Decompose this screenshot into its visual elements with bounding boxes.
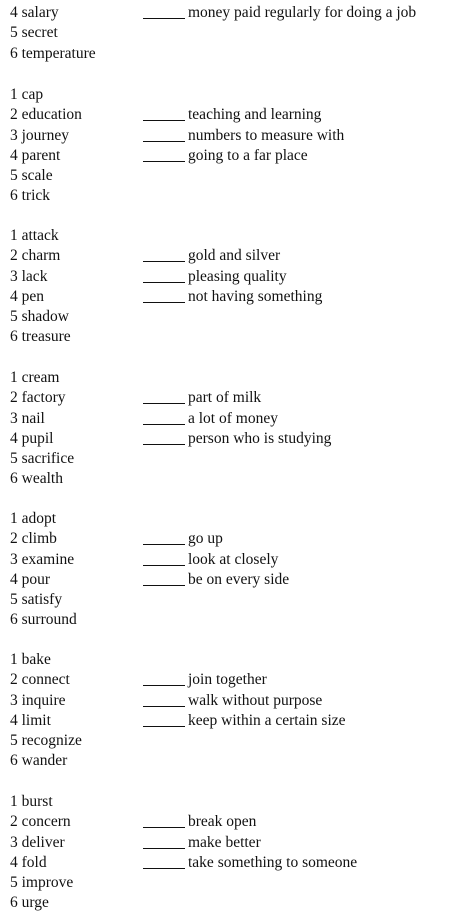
definition-text: pleasing quality [188,267,287,285]
definition-list [143,3,416,23]
definition-text: make better [188,833,261,851]
word-list [10,509,77,631]
definition-text: walk without purpose [188,691,323,709]
word-item: 1 cap [10,86,44,103]
definition-text: person who is studying [188,429,332,447]
word-item: 5 recognize [10,732,82,750]
definition-row [143,429,331,449]
word-item: 4 limit [10,711,51,729]
word-item: 2 charm [10,247,61,265]
word-item: 5 secret [10,24,58,42]
word-list [10,650,82,772]
word-item: 1 burst [10,793,53,810]
definition-list [143,670,346,731]
answer-blank[interactable] [143,423,185,425]
definition-row [143,388,331,408]
definition-text: going to a far place [188,146,308,164]
answer-blank[interactable] [143,160,185,162]
word-list [10,3,96,64]
word-item: 5 improve [10,874,74,892]
definition-text: money paid regularly for doing a job [188,4,417,21]
word-item: 3 examine [10,550,75,568]
definition-row [143,246,322,266]
word-item: 3 journey [10,126,69,144]
answer-blank[interactable] [143,847,185,849]
answer-blank[interactable] [143,564,185,566]
word-item: 2 education [10,106,82,124]
definition-row [143,570,289,590]
definition-row [143,550,289,570]
word-item: 5 shadow [10,308,69,326]
word-item: 2 connect [10,671,70,689]
word-item: 6 wealth [10,470,63,488]
word-item: 5 scale [10,167,53,185]
word-item: 4 pour [10,570,51,588]
word-list [10,792,73,914]
word-item: 4 fold [10,853,47,871]
word-item: 4 salary [10,4,59,21]
answer-blank[interactable] [143,140,185,142]
word-item: 6 surround [10,611,77,629]
word-item: 5 satisfy [10,591,63,609]
definition-row [143,853,357,873]
answer-blank[interactable] [143,543,185,545]
definition-row [143,267,322,287]
word-item: 1 attack [10,227,59,244]
definition-text: teaching and learning [188,106,322,124]
word-item: 4 pupil [10,429,54,447]
definition-row [143,146,344,166]
word-item: 4 pen [10,287,45,305]
word-item: 1 adopt [10,510,57,527]
definition-row [143,711,346,731]
definition-row [143,3,416,23]
word-item: 4 parent [10,146,61,164]
word-item: 6 treasure [10,328,71,346]
answer-blank[interactable] [143,826,185,828]
answer-blank[interactable] [143,443,185,445]
answer-blank[interactable] [143,684,185,686]
definition-text: take something to someone [188,853,358,871]
definition-row [143,670,346,690]
word-item: 3 lack [10,267,48,285]
definition-list [143,388,331,449]
definition-text: go up [188,530,223,548]
word-item: 3 nail [10,409,45,427]
word-item: 6 temperature [10,44,96,62]
answer-blank[interactable] [143,584,185,586]
word-item: 6 trick [10,187,51,205]
answer-blank[interactable] [143,705,185,707]
definition-text: a lot of money [188,409,278,427]
word-item: 2 factory [10,389,66,407]
definition-text: keep within a certain size [188,711,346,729]
definition-text: look at closely [188,550,279,568]
definition-row [143,812,357,832]
word-item: 5 sacrifice [10,450,75,468]
word-list [10,368,74,490]
definition-row [143,529,289,549]
answer-blank[interactable] [143,867,185,869]
definition-row [143,691,346,711]
word-item: 1 cream [10,369,60,386]
answer-blank[interactable] [143,260,185,262]
word-list [10,226,71,348]
word-item: 6 wander [10,752,68,770]
word-item: 2 climb [10,530,57,548]
definition-text: be on every side [188,570,290,588]
answer-blank[interactable] [143,402,185,404]
definition-text: numbers to measure with [188,126,345,144]
definition-text: join together [188,671,267,689]
definition-list [143,105,344,166]
definition-list [143,529,289,590]
answer-blank[interactable] [143,725,185,727]
definition-row [143,105,344,125]
definition-list [143,812,357,873]
answer-blank[interactable] [143,119,185,121]
definition-row [143,409,331,429]
definition-text: break open [188,813,257,831]
word-list [10,85,82,207]
definition-list [143,246,322,307]
word-item: 1 bake [10,651,51,668]
answer-blank[interactable] [143,281,185,283]
definition-row [143,287,322,307]
word-item: 3 deliver [10,833,65,851]
definition-text: gold and silver [188,247,281,265]
word-item: 3 inquire [10,691,66,709]
answer-blank[interactable] [143,17,185,19]
definition-row [143,126,344,146]
definition-text: part of milk [188,389,262,407]
definition-row [143,833,357,853]
word-item: 2 concern [10,813,71,831]
definition-text: not having something [188,287,323,305]
word-item: 6 urge [10,894,49,912]
answer-blank[interactable] [143,301,185,303]
